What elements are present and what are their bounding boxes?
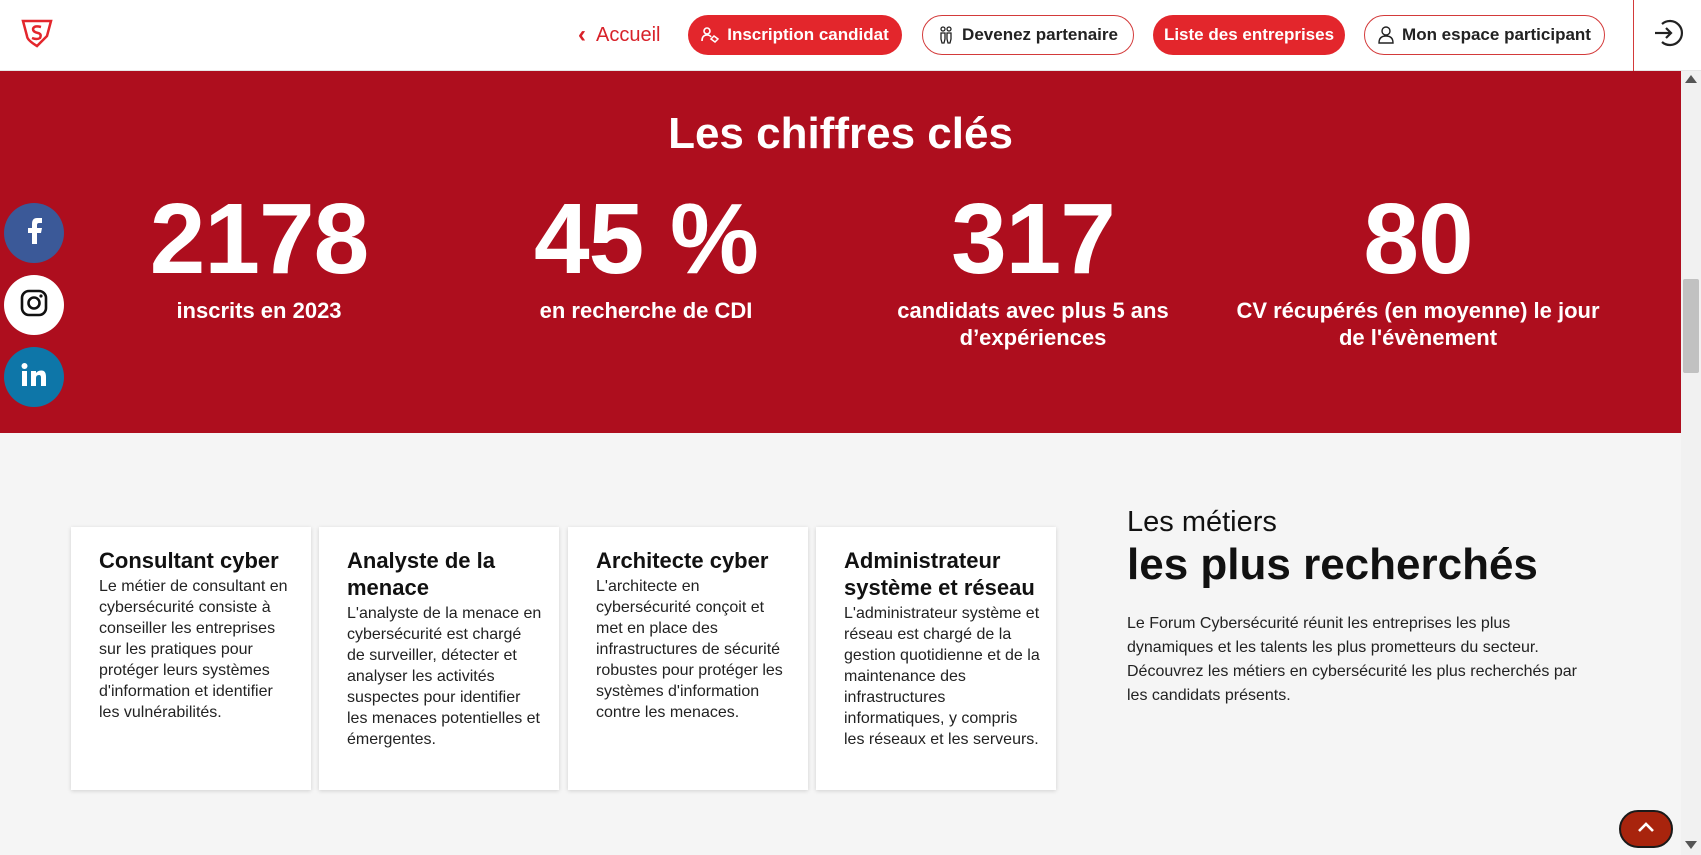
become-partner-button[interactable] [922,15,1134,55]
job-card-architect[interactable] [568,527,808,790]
stat-registrations [69,183,449,324]
jobs-description: Le Forum Cybersécurité réunit les entreprises les plus dynamiques et les talents les plus prometteurs du secteur. Découvrez les métiers en cybersécurité les plus recherchés par les candidats présents. [1127,615,1577,704]
home-link-label: Accueil [596,23,661,46]
stat-label: en recherche de CDI [539,298,753,323]
job-card-threat-analyst[interactable] [319,527,559,790]
become-partner-label: Devenez partenaire [962,25,1118,44]
participant-space-button[interactable] [1364,15,1605,55]
participant-space-label: Mon espace participant [1402,25,1591,44]
jobs-heading-small: Les métiers [1127,506,1277,538]
stat-value: 2178 [149,183,369,295]
job-card-title: Analyste de la menace [347,548,495,600]
register-candidate-button[interactable] [688,15,902,55]
chevron-left-icon: ‹ [578,21,586,48]
jobs-heading-big: les plus recherchés [1127,540,1538,589]
stat-cv [1228,183,1608,351]
register-candidate-label: Inscription candidat [727,25,889,44]
scroll-up-arrow-icon[interactable] [1685,75,1697,83]
stat-experienced [843,183,1223,351]
stat-value: 45 % [534,183,758,295]
login-button[interactable] [1633,0,1701,71]
people-icon [938,26,954,44]
page-scrollbar[interactable] [1681,71,1701,855]
company-list-label: Liste des entreprises [1163,25,1335,44]
stat-label: candidats avec plus 5 ans d’expériences [897,298,1169,350]
job-card-sysadmin[interactable] [816,527,1056,790]
stat-value: 80 [1363,183,1473,295]
job-card-consultant[interactable] [71,527,311,790]
user-handshake-icon [701,27,719,43]
job-card-title: Architecte cyber [596,548,769,573]
job-card-text: L'architecte en cybersécurité conçoit et met en place des infrastructures de sécurité robustes pour protéger les systèmes d'information contre les menaces. [596,578,783,721]
sign-in-icon [1652,17,1684,54]
site-logo-icon[interactable] [20,18,54,48]
job-card-text: L'analyste de la menace en cybersécurité est chargé de surveiller, détecter et analyser les activités suspectes pour identifier les menaces potentielles et émergentes. [347,605,542,748]
stat-label: inscrits en 2023 [176,298,342,323]
job-card-title: Administrateur système et réseau [844,548,1035,600]
home-back-link[interactable] [578,20,660,50]
key-figures-section [0,71,1681,433]
linkedin-button[interactable] [4,347,64,407]
instagram-icon [20,289,48,322]
user-icon [1378,26,1394,44]
facebook-icon [23,217,45,250]
instagram-button[interactable] [4,275,64,335]
top-navbar [0,0,1701,71]
stat-label: CV récupérés (en moyenne) le jour de l'évènement [1236,298,1600,350]
company-list-button[interactable] [1153,15,1345,55]
job-card-text: L'administrateur système et réseau est chargé de la gestion quotidienne et de la maintenance des infrastructures informatiques, y compris les réseaux et les serveurs. [844,605,1040,748]
facebook-button[interactable] [4,203,64,263]
job-card-title: Consultant cyber [99,548,279,573]
key-figures-title: Les chiffres clés [668,109,1013,158]
back-to-top-button[interactable] [1619,810,1673,848]
linkedin-icon [20,362,48,393]
chevron-up-icon [1637,820,1655,838]
stat-value: 317 [951,183,1115,295]
scroll-down-arrow-icon[interactable] [1685,841,1697,849]
jobs-intro [1127,504,1597,708]
scroll-thumb[interactable] [1683,279,1699,373]
stat-cdi [456,183,836,324]
job-card-text: Le métier de consultant en cybersécurité consiste à conseiller les entreprises sur les pratiques pour protéger leurs systèmes d'information et identifier les vulnérabilités. [99,578,288,721]
